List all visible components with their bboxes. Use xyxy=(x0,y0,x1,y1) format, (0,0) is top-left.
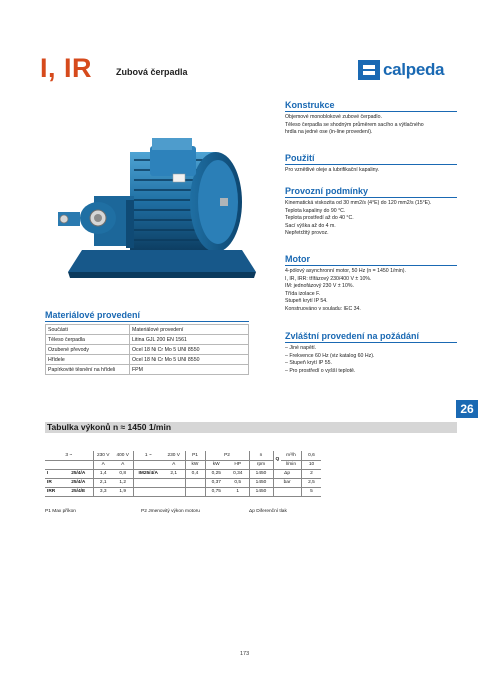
table-row xyxy=(46,355,249,365)
table-row xyxy=(46,335,249,345)
performance-heading: Tabulka výkonů n ≈ 1450 1/min xyxy=(45,422,457,433)
text-line: Konstruováno v souladu: IEC 34. xyxy=(285,305,361,312)
materials-heading: Materiálové provedení xyxy=(45,310,249,322)
table-cell: Ocel 18 Ni Cr Mo 5 UNI 8550 xyxy=(130,345,249,355)
section-konstrukce xyxy=(285,100,461,137)
table-cell xyxy=(133,487,163,496)
table-cell: bar xyxy=(273,478,301,487)
text-line: hrdla na jedné ose (in-line provedení). xyxy=(285,129,373,135)
header-cell: kW xyxy=(185,460,205,469)
text-line: Nepřetržitý provoz. xyxy=(285,230,329,236)
section-tab: 26 xyxy=(456,400,478,418)
page-title: I, IR xyxy=(40,53,93,83)
text-line: – Stupeň krytí IP 55. xyxy=(285,360,332,366)
terminal-box xyxy=(150,138,196,182)
table-cell: Těleso čerpadla xyxy=(46,335,130,345)
table-cell: Litina GJL 200 EN 1561 xyxy=(130,335,249,345)
header-cell: kW xyxy=(205,460,227,469)
text-line: Kinematická viskozita od 30 mm2/s (4°E) do 120 mm2/s (15°E). xyxy=(285,200,432,206)
table-cell: 1450 xyxy=(249,478,273,487)
table-cell: 1,2 xyxy=(119,480,127,485)
podminky-text xyxy=(285,200,461,238)
pouziti-text xyxy=(285,167,461,175)
pouziti-heading: Použití xyxy=(285,153,457,165)
header-cell: A xyxy=(93,460,113,469)
text-line: Teplota kapaliny do 90 °C. xyxy=(285,207,346,214)
header-cell: l/min xyxy=(281,460,301,469)
table-cell xyxy=(185,487,205,496)
text-line: Těleso čerpadla se shodným průměrem sacího a výtlačného xyxy=(285,121,424,128)
header-cell: Q xyxy=(273,451,281,469)
text-line: 4-pólový asynchronní motor, 50 Hz (n = 1450 1/min). xyxy=(285,268,406,274)
table-cell: 25/4/A xyxy=(71,471,86,476)
brand-mark-icon xyxy=(358,60,380,80)
table-cell: 0,5 xyxy=(234,480,242,485)
table-cell xyxy=(133,478,163,487)
header-cell xyxy=(45,460,93,469)
header-cell: 10 xyxy=(301,460,321,469)
table-cell: 0,75 xyxy=(205,487,227,496)
brand-logo xyxy=(358,60,444,80)
table-row xyxy=(46,325,249,335)
section-podminky xyxy=(285,186,461,238)
table-cell: 1,9 xyxy=(119,489,127,494)
table-cell: Součásti xyxy=(46,325,130,335)
header-cell: 230 V xyxy=(93,451,113,460)
zvlastni-text xyxy=(285,345,461,375)
table-cell: 2,5 xyxy=(301,478,321,487)
note-p2: P2 Jmenovitý výkon motoru xyxy=(141,509,200,514)
table-cell: Δp xyxy=(273,469,301,478)
table-cell: IM25/4/A xyxy=(133,469,163,478)
table-cell: Materiálové provedení xyxy=(130,325,249,335)
pump-head xyxy=(58,196,134,248)
text-line: Stupeň krytí IP 54. xyxy=(285,298,328,304)
section-motor xyxy=(285,254,461,313)
pump-photo xyxy=(42,100,276,300)
note-p1: P1 Max příkon xyxy=(45,509,76,514)
page-number: 173 xyxy=(240,651,250,657)
table-row xyxy=(46,365,249,375)
text-line: – Pro prostředí o vyšší teplotě. xyxy=(285,367,356,374)
motor-text xyxy=(285,268,461,313)
text-line: – Jiné napětí. xyxy=(285,345,317,351)
table-cell: I xyxy=(47,471,49,476)
table-cell: 2,1 xyxy=(170,471,178,476)
text-line: Teplota prostředí až do 40 °C. xyxy=(285,215,354,221)
table-cell xyxy=(163,478,185,487)
text-line: Pro vznětlivé oleje a lubrifikační kapaliny. xyxy=(285,167,380,173)
brand-name: calpeda xyxy=(383,60,445,79)
table-row xyxy=(46,345,249,355)
base-foot xyxy=(68,250,256,278)
note-dp: Δp Diferenční tlak xyxy=(249,509,287,514)
header-cell: rpm xyxy=(249,460,273,469)
header-cell xyxy=(133,460,163,469)
header-cell: 230 V xyxy=(167,452,181,458)
motor-heading: Motor xyxy=(285,254,457,266)
header-cell: 0,6 xyxy=(301,451,321,460)
section-pouziti xyxy=(285,153,461,175)
text-line: Třída izolace F. xyxy=(285,290,321,297)
table-cell: IRR xyxy=(47,489,56,494)
table-cell: 0,8 xyxy=(119,471,127,476)
table-cell: 5 xyxy=(301,487,321,496)
table-cell: 0,37 xyxy=(205,478,227,487)
text-line: Sací výška až do 4 m. xyxy=(285,222,336,229)
header-cell: A xyxy=(113,460,133,469)
table-cell: Papírkovité těsnění na hřídeli xyxy=(46,365,130,375)
header-cell: HP xyxy=(227,460,249,469)
table-cell: Ozubené převody xyxy=(46,345,130,355)
table-cell: 1 xyxy=(236,489,240,494)
table-cell: 1,4 xyxy=(93,469,113,478)
table-cell: 2,1 xyxy=(93,478,113,487)
konstrukce-text xyxy=(285,114,461,137)
header-cell: m³/h xyxy=(286,452,296,458)
table-cell: Hřídele xyxy=(46,355,130,365)
table-cell: 25/4/A xyxy=(71,480,86,485)
table-cell: 25/4/E xyxy=(71,489,86,494)
table-cell: Ocel 18 Ni Cr Mo 5 UNI 8550 xyxy=(130,355,249,365)
header-cell: 1 ~ xyxy=(133,451,163,460)
table-row xyxy=(45,478,321,487)
table-cell: 0,25 xyxy=(205,469,227,478)
table-row xyxy=(45,469,321,478)
table-cell: IR xyxy=(47,480,52,485)
page-subtitle: Zubová čerpadla xyxy=(116,67,188,77)
table-cell: 3,3 xyxy=(93,487,113,496)
table-row xyxy=(45,487,321,496)
header-cell: 3 ~ xyxy=(65,452,73,458)
text-line: I, IR, IRR: třífázový 230/400 V ± 10%. xyxy=(285,275,372,282)
header-cell: n xyxy=(249,451,273,460)
materials-table xyxy=(45,324,249,375)
konstrukce-heading: Konstrukce xyxy=(285,100,457,112)
table-cell xyxy=(163,487,185,496)
header-cell: P1 xyxy=(185,451,205,460)
text-line: IM: jednofázový 230 V ± 10%. xyxy=(285,283,354,289)
table-cell: 2 xyxy=(301,469,321,478)
table-cell: 0,4 xyxy=(185,469,205,478)
table-cell xyxy=(273,487,301,496)
table-cell: 1450 xyxy=(249,487,273,496)
text-line: Objemové monoblokové zubové čerpadlo. xyxy=(285,114,382,120)
table-cell: FPM xyxy=(130,365,249,375)
table-header-row xyxy=(45,451,321,460)
podminky-heading: Provozní podmínky xyxy=(285,186,457,198)
text-line: – Frekvence 60 Hz (viz katalog 60 Hz). xyxy=(285,352,375,359)
section-zvlastni xyxy=(285,331,461,375)
performance-table xyxy=(45,451,321,497)
table-cell: 1450 xyxy=(249,469,273,478)
header-cell: A xyxy=(163,460,185,469)
table-cell: 0,34 xyxy=(233,471,243,476)
table-cell xyxy=(185,478,205,487)
header-cell: P2 xyxy=(205,451,249,460)
zvlastni-heading: Zvláštní provedení na požádání xyxy=(285,331,457,343)
header-cell: 400 V xyxy=(116,452,130,458)
